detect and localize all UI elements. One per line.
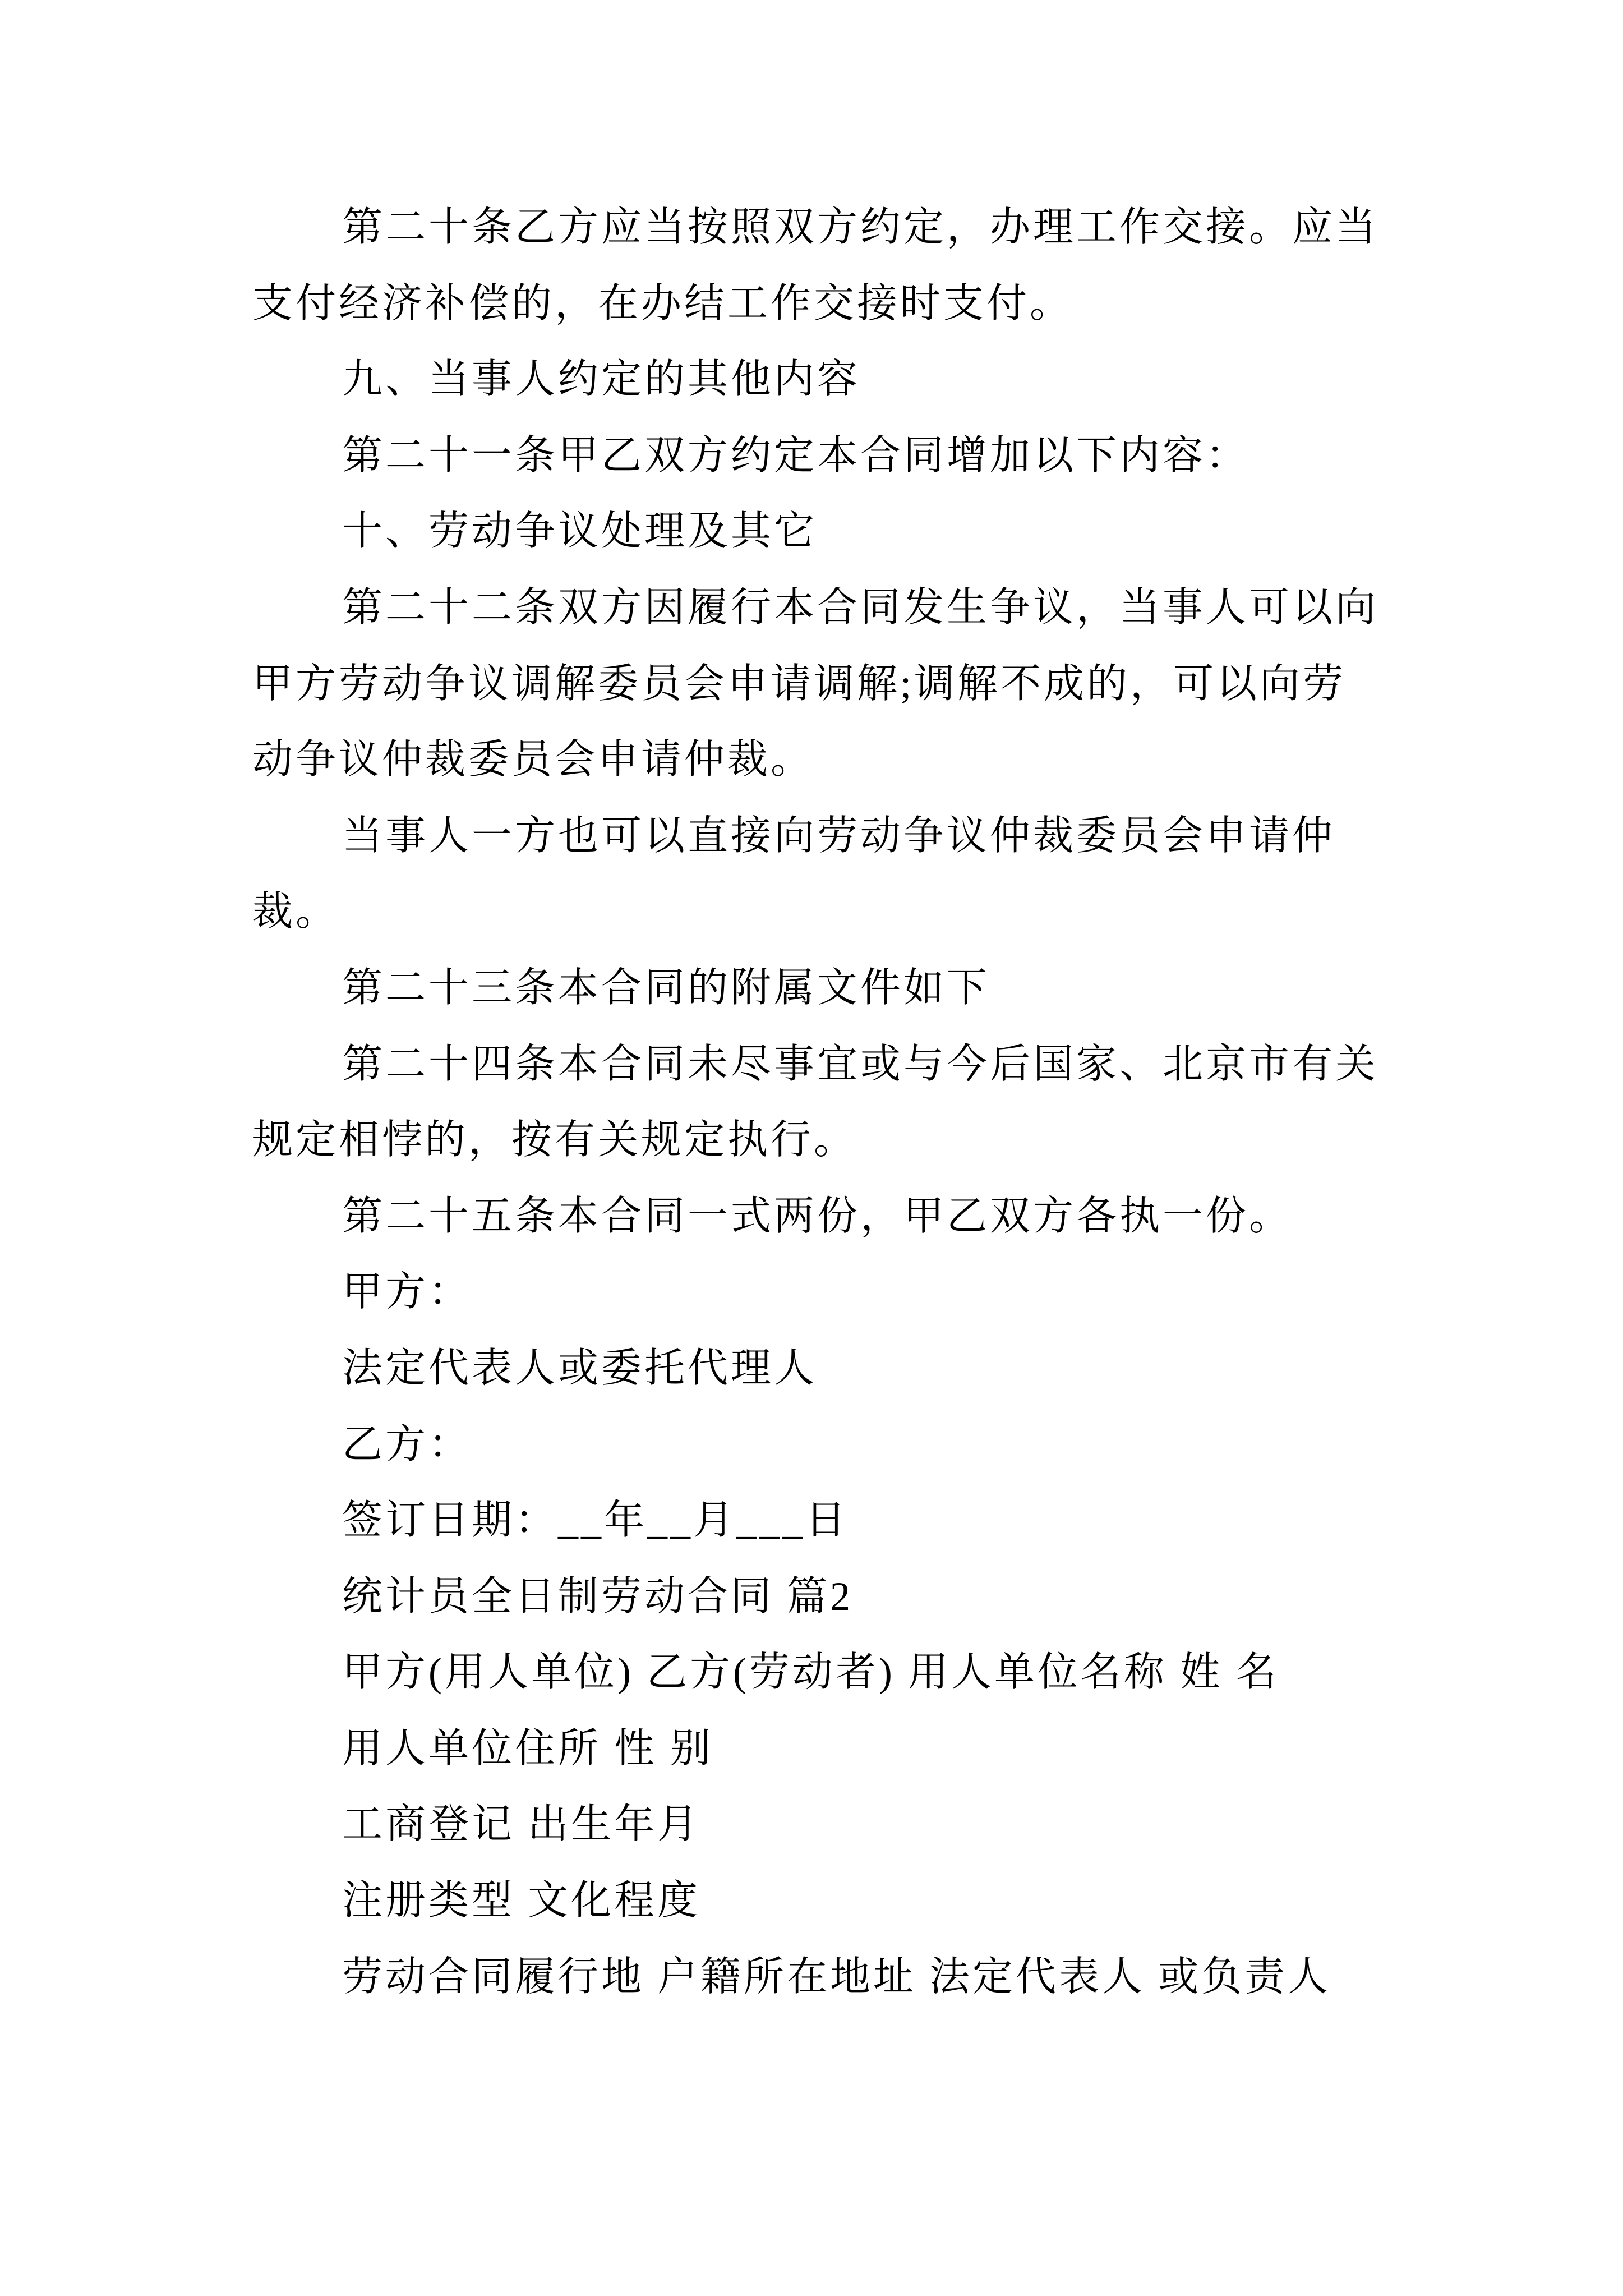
document-line: 劳动合同履行地 户籍所在地址 法定代表人 或负责人: [342, 1954, 1331, 1999]
document-line: 支付经济补偿的，在办结工作交接时支付。: [252, 280, 1073, 326]
document-line: 动争议仲裁委员会申请仲裁。: [252, 737, 814, 783]
document-line: 第二十四条本合同未尽事宜或与今后国家、北京市有关: [342, 1041, 1379, 1087]
document-line: 签订日期：__年__月___日: [342, 1498, 849, 1543]
document-line: 甲方(用人单位) 乙方(劳动者) 用人单位名称 姓 名: [342, 1650, 1279, 1695]
document-line: 统计员全日制劳动合同 篇2: [342, 1573, 854, 1619]
document-line: 裁。: [252, 889, 339, 935]
document-line: 工商登记 出生年月: [342, 1802, 701, 1847]
document-line: 第二十二条双方因履行本合同发生争议，当事人可以向: [342, 585, 1379, 630]
document-line: 第二十条乙方应当按照双方约定，办理工作交接。应当: [342, 205, 1379, 250]
document-line: 甲方劳动争议调解委员会申请调解;调解不成的，可以向劳: [252, 661, 1347, 706]
document-line: 第二十一条甲乙双方约定本合同增加以下内容：: [342, 432, 1249, 478]
document-line: 当事人一方也可以直接向劳动争议仲裁委员会申请仲: [342, 813, 1336, 858]
document-line: 注册类型 文化程度: [342, 1878, 701, 1924]
contract-text-block: [252, 190, 1391, 2015]
document-line: 十、劳动争议处理及其它: [342, 509, 818, 554]
document-line: 九、当事人约定的其他内容: [342, 357, 861, 402]
document-line: 第二十五条本合同一式两份，甲乙双方各执一份。: [342, 1193, 1293, 1239]
document-line: 法定代表人或委托代理人: [342, 1345, 818, 1391]
document-line: 乙方：: [342, 1421, 472, 1467]
document-line: 甲方：: [342, 1269, 472, 1315]
document-line: 规定相悖的，按有关规定执行。: [252, 1117, 857, 1163]
document-line: 第二十三条本合同的附属文件如下: [342, 965, 990, 1010]
document-line: 用人单位住所 性 别: [342, 1726, 714, 1771]
